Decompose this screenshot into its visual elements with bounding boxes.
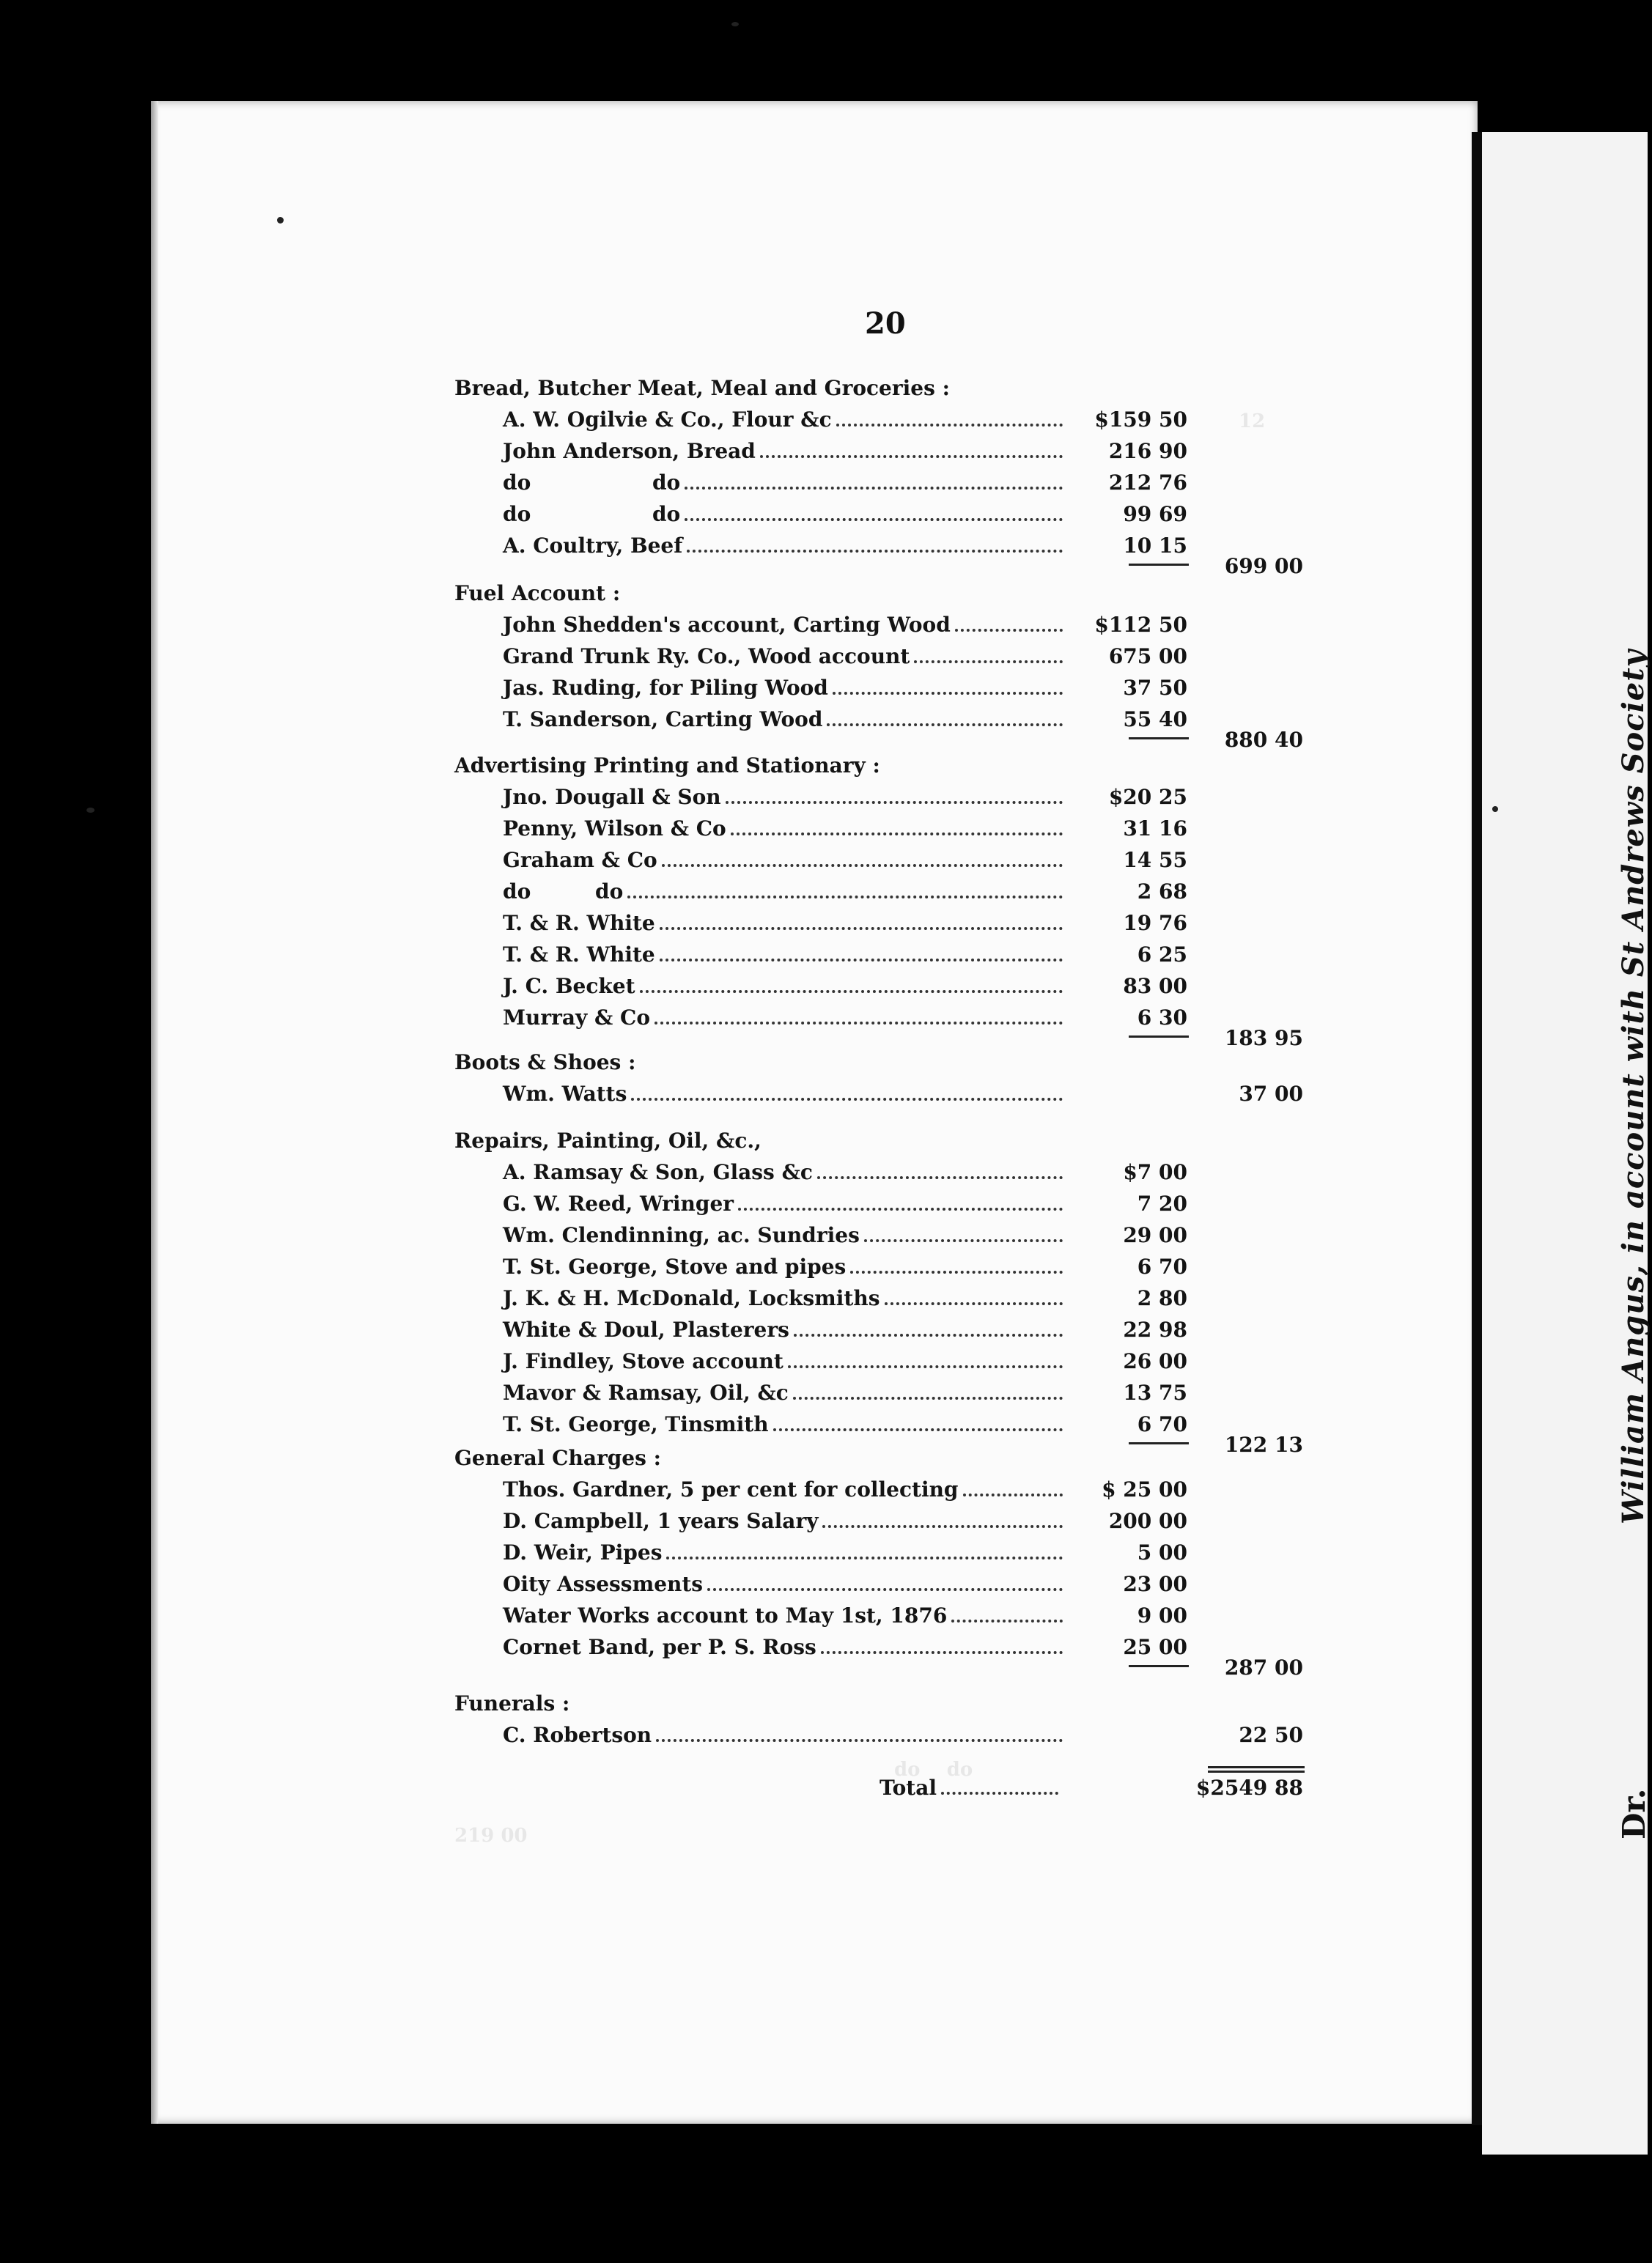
entry-amount: 2 80 — [1137, 1286, 1187, 1310]
ledger-entry — [503, 705, 1067, 734]
subtotal-rule — [1129, 1442, 1189, 1444]
entry-payee: C. Robertson — [503, 1723, 652, 1747]
ledger-entry — [503, 468, 1067, 498]
subtotal-rule — [1129, 737, 1189, 739]
ledger-entry — [503, 1538, 1067, 1568]
dot-leader — [707, 1587, 1063, 1591]
entry-payee: J. Findley, Stove account — [503, 1349, 783, 1373]
entry-amount: 7 20 — [1137, 1192, 1187, 1216]
dot-leader — [914, 660, 1063, 663]
section-heading: Fuel Account : — [454, 581, 621, 605]
entry-payee: T. Sanderson, Carting Wood — [503, 707, 823, 731]
ledger-entry — [503, 909, 1067, 938]
ledger-entry — [503, 1315, 1067, 1345]
ledger-entry — [503, 814, 1067, 843]
ledger-entry — [503, 1721, 1067, 1750]
ledger-entry — [503, 783, 1067, 812]
total-row — [880, 1773, 1063, 1803]
entry-payee: Cornet Band, per P. S. Ross — [503, 1635, 816, 1659]
entry-amount: 6 25 — [1137, 942, 1187, 967]
entry-amount: 31 16 — [1123, 816, 1187, 841]
section-subtotal: 22 50 — [1239, 1723, 1303, 1747]
ledger-entry — [503, 531, 1067, 561]
dot-leader — [793, 1396, 1063, 1400]
dot-leader — [726, 800, 1063, 804]
entry-payee: do do — [503, 502, 681, 526]
entry-payee: Jas. Ruding, for Piling Wood — [503, 676, 828, 700]
ledger-entry — [503, 642, 1067, 671]
total-rule-bottom — [1208, 1771, 1305, 1773]
entry-payee: A. Ramsay & Son, Glass &c — [503, 1160, 813, 1184]
entry-payee: Jno. Dougall & Son — [503, 785, 721, 809]
dot-leader — [773, 1428, 1063, 1431]
ledger-entry — [503, 1221, 1067, 1250]
bleed-through-text: do do — [894, 1759, 973, 1781]
dot-leader — [822, 1524, 1063, 1528]
entry-payee: G. W. Reed, Wringer — [503, 1192, 734, 1216]
entry-amount: 6 30 — [1137, 1005, 1187, 1030]
entry-amount: $ 25 00 — [1102, 1477, 1187, 1502]
section-heading: Boots & Shoes : — [454, 1050, 636, 1074]
entry-amount: 14 55 — [1123, 848, 1187, 872]
section-heading: Repairs, Painting, Oil, &c., — [454, 1129, 762, 1153]
entry-amount: 212 76 — [1108, 470, 1187, 495]
dot-leader — [951, 1619, 1063, 1623]
dot-leader — [836, 423, 1063, 427]
ledger-entry — [503, 405, 1067, 435]
total-rule-top — [1208, 1766, 1305, 1768]
dot-leader — [666, 1556, 1063, 1559]
page-number: 20 — [865, 306, 906, 341]
total-label: Total — [880, 1776, 937, 1800]
ledger-entry — [503, 940, 1067, 970]
dot-leader — [660, 926, 1063, 930]
dot-leader — [627, 895, 1063, 898]
entry-payee: A. W. Ogilvie & Co., Flour &c — [503, 407, 832, 432]
entry-amount: 5 00 — [1137, 1540, 1187, 1565]
entry-payee: Thos. Gardner, 5 per cent for collecting — [503, 1477, 959, 1502]
ledger-entry — [503, 1252, 1067, 1282]
section-subtotal: 183 95 — [1224, 1026, 1303, 1050]
entry-payee: J. C. Becket — [503, 974, 635, 998]
dot-leader — [731, 832, 1063, 835]
ledger-entry — [503, 877, 1067, 907]
bleed-through-text: 219 00 — [454, 1825, 528, 1847]
entry-amount: 6 70 — [1137, 1255, 1187, 1279]
section-heading: Funerals : — [454, 1691, 570, 1716]
entry-payee: D. Weir, Pipes — [503, 1540, 663, 1565]
entry-payee: do do — [503, 879, 624, 904]
ledger-entry — [503, 846, 1067, 875]
entry-payee: John Shedden's account, Carting Wood — [503, 613, 951, 637]
entry-payee: Graham & Co — [503, 848, 657, 872]
entry-amount: 29 00 — [1123, 1223, 1187, 1247]
entry-amount: $112 50 — [1094, 613, 1187, 637]
entry-amount: 22 98 — [1123, 1318, 1187, 1342]
entry-amount: 19 76 — [1123, 911, 1187, 935]
entry-amount: 675 00 — [1108, 644, 1187, 668]
entry-amount: $20 25 — [1108, 785, 1187, 809]
section-subtotal: 37 00 — [1239, 1082, 1303, 1106]
dot-leader — [685, 517, 1063, 521]
section-heading: General Charges : — [454, 1446, 661, 1470]
entry-amount: 13 75 — [1123, 1381, 1187, 1405]
dot-leader — [788, 1365, 1063, 1368]
entry-payee: T. St. George, Tinsmith — [503, 1412, 769, 1436]
dot-leader — [955, 628, 1063, 632]
section-heading: Bread, Butcher Meat, Meal and Groceries : — [454, 376, 950, 400]
entry-payee: A. Coultry, Beef — [503, 534, 683, 558]
entry-amount: 25 00 — [1123, 1635, 1187, 1659]
entry-amount: 200 00 — [1108, 1509, 1187, 1533]
entry-amount: 6 70 — [1137, 1412, 1187, 1436]
entry-payee: do do — [503, 470, 681, 495]
entry-payee: T. & R. White — [503, 911, 655, 935]
entry-payee: John Anderson, Bread — [503, 439, 756, 463]
entry-amount: 99 69 — [1123, 502, 1187, 526]
ledger-entry — [503, 610, 1067, 640]
entry-amount: 216 90 — [1108, 439, 1187, 463]
subtotal-rule — [1129, 1665, 1189, 1667]
entry-payee: Wm. Watts — [503, 1082, 627, 1106]
dot-leader — [660, 958, 1063, 961]
entry-amount: 26 00 — [1123, 1349, 1187, 1373]
ledger-entry — [503, 1601, 1067, 1631]
entry-payee: White & Doul, Plasterers — [503, 1318, 789, 1342]
ledger-entry — [503, 1347, 1067, 1376]
dot-leader — [864, 1238, 1063, 1242]
ledger-entry — [503, 1189, 1067, 1219]
ledger-entry — [503, 1570, 1067, 1599]
ledger-entry — [503, 437, 1067, 466]
dot-leader — [656, 1738, 1063, 1742]
ledger-entry — [503, 1158, 1067, 1187]
entry-amount: 55 40 — [1123, 707, 1187, 731]
dot-leader — [662, 863, 1063, 867]
dot-leader — [833, 691, 1063, 695]
entry-amount: 23 00 — [1123, 1572, 1187, 1596]
section-subtotal: 287 00 — [1224, 1655, 1303, 1680]
ledger-entry — [503, 1079, 1067, 1109]
ledger-entry — [503, 673, 1067, 703]
dot-leader — [738, 1207, 1063, 1211]
dot-leader — [794, 1333, 1063, 1337]
entry-payee: T. & R. White — [503, 942, 655, 967]
entry-amount: 9 00 — [1137, 1603, 1187, 1628]
ledger-entry — [503, 1475, 1067, 1505]
facing-page-title: William Angus, in account with St Andrews Society — [1616, 649, 1651, 1524]
ledger-entry — [503, 972, 1067, 1001]
dot-leader — [941, 1791, 1058, 1795]
dot-leader — [687, 549, 1063, 553]
ledger-entry — [503, 1003, 1067, 1033]
entry-payee: Mavor & Ramsay, Oil, &c — [503, 1381, 789, 1405]
entry-payee: Grand Trunk Ry. Co., Wood account — [503, 644, 910, 668]
entry-payee: Water Works account to May 1st, 1876 — [503, 1603, 948, 1628]
dot-leader — [654, 1021, 1063, 1025]
ledger-entry — [503, 1378, 1067, 1408]
entry-amount: 10 15 — [1123, 534, 1187, 558]
section-subtotal: 699 00 — [1224, 554, 1303, 578]
entry-amount: $7 00 — [1123, 1160, 1187, 1184]
entry-payee: Wm. Clendinning, ac. Sundries — [503, 1223, 860, 1247]
entry-payee: J. K. & H. McDonald, Locksmiths — [503, 1286, 880, 1310]
dot-leader — [827, 723, 1063, 726]
section-heading: Advertising Printing and Stationary : — [454, 753, 880, 778]
ledger-entry — [503, 500, 1067, 529]
dot-leader — [885, 1302, 1063, 1305]
ledger-entry — [503, 1284, 1067, 1313]
subtotal-rule — [1129, 564, 1189, 566]
entry-payee: Oity Assessments — [503, 1572, 704, 1596]
entry-payee: Murray & Co — [503, 1005, 651, 1030]
section-subtotal: 122 13 — [1224, 1433, 1303, 1457]
entry-payee: D. Campbell, 1 years Salary — [503, 1509, 819, 1533]
facing-page-dr-label: Dr. — [1616, 1788, 1652, 1839]
dot-leader — [760, 454, 1063, 458]
entry-payee: Penny, Wilson & Co — [503, 816, 726, 841]
ledger-entry — [503, 1410, 1067, 1439]
dot-leader — [850, 1270, 1063, 1274]
dot-leader — [640, 989, 1063, 993]
dot-leader — [821, 1650, 1063, 1654]
entry-amount: $159 50 — [1094, 407, 1187, 432]
dot-leader — [631, 1097, 1063, 1101]
entry-amount: 83 00 — [1123, 974, 1187, 998]
section-subtotal: 880 40 — [1224, 728, 1303, 752]
ledger-entry — [503, 1507, 1067, 1536]
entry-payee: T. St. George, Stove and pipes — [503, 1255, 847, 1279]
dot-leader — [817, 1175, 1063, 1179]
dot-leader — [685, 486, 1063, 490]
subtotal-rule — [1129, 1035, 1189, 1038]
entry-amount: 2 68 — [1137, 879, 1187, 904]
ledger-entry — [503, 1633, 1067, 1662]
bleed-through-text: 12 — [1239, 410, 1266, 432]
grand-total: $2549 88 — [1195, 1776, 1303, 1800]
dot-leader — [963, 1493, 1063, 1496]
entry-amount: 37 50 — [1123, 676, 1187, 700]
